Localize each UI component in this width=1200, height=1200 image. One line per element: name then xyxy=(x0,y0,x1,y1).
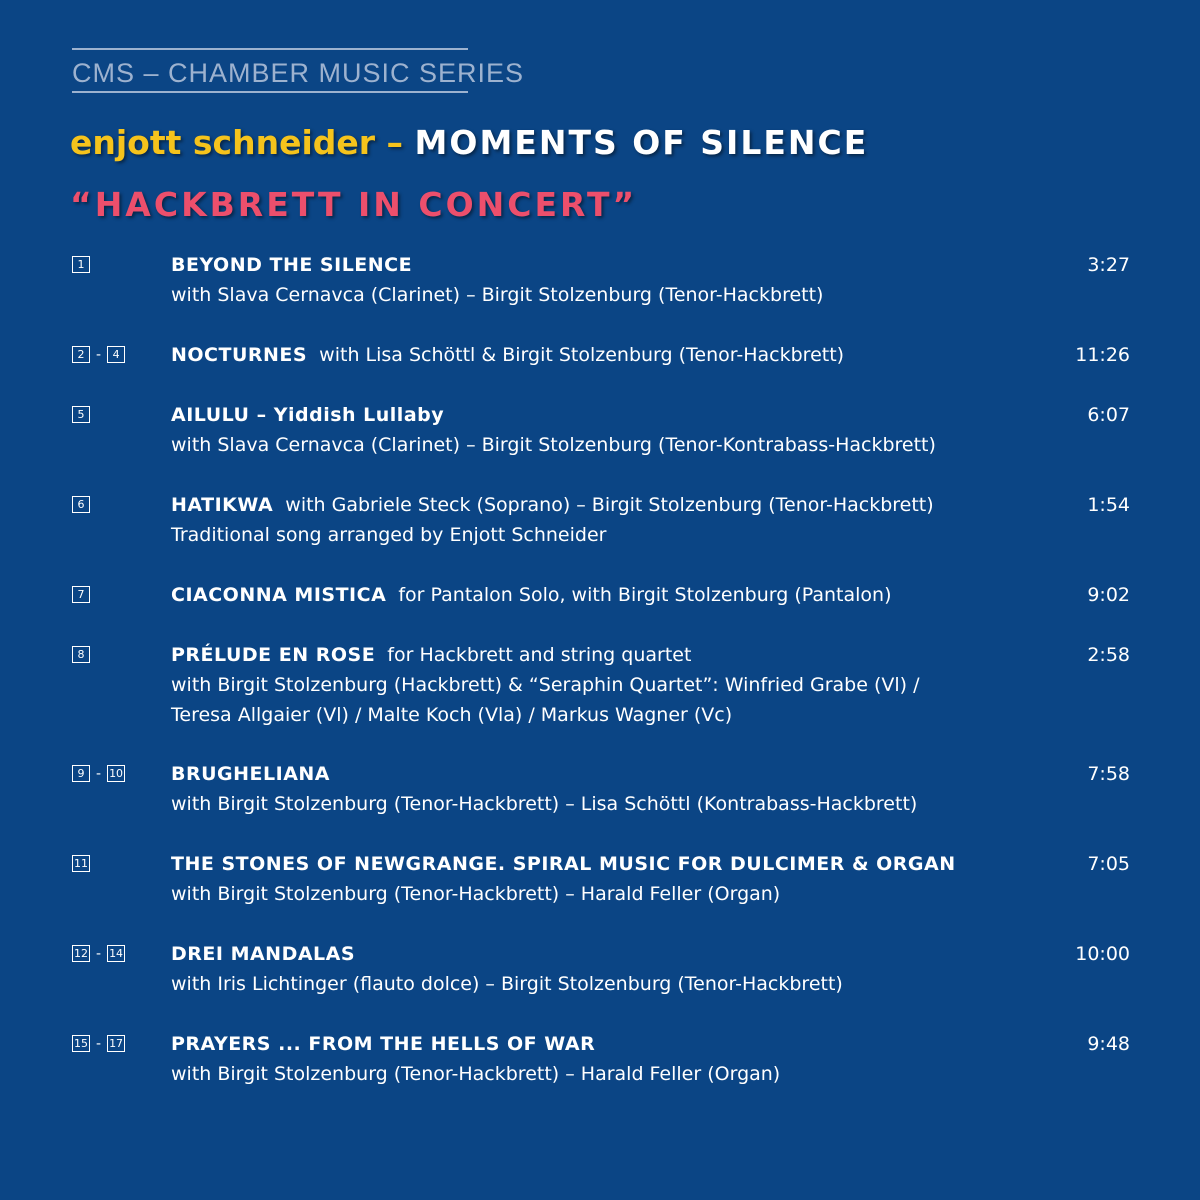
track-duration: 10:00 xyxy=(1075,943,1130,965)
track-title: BEYOND THE SILENCE xyxy=(171,254,413,276)
track-duration: 7:58 xyxy=(1087,763,1130,785)
track-duration: 1:54 xyxy=(1087,494,1130,516)
track-duration: 6:07 xyxy=(1087,404,1130,426)
track-credit-line: with Slava Cernavca (Clarinet) – Birgit Stolzenburg (Tenor-Hackbrett) xyxy=(171,284,824,306)
album-title xyxy=(70,118,868,168)
track-title-line xyxy=(171,490,1051,520)
track-credit-line: with Birgit Stolzenburg (Hackbrett) & “Seraphin Quartet”: Winfried Grabe (Vl) / xyxy=(171,674,920,696)
track-number-box: 5 xyxy=(72,406,90,423)
track-range-dash: - xyxy=(96,945,102,962)
track-number-box: 10 xyxy=(109,767,124,780)
track-number xyxy=(72,586,90,603)
track-info xyxy=(171,849,1051,909)
track-duration: 2:58 xyxy=(1087,644,1130,666)
track-number xyxy=(72,646,90,663)
track-number-box: 11 xyxy=(74,857,88,870)
track-inline-credit: for Hackbrett and string quartet xyxy=(375,644,692,666)
track-inline-credit: with Gabriele Steck (Soprano) – Birgit Stolzenburg (Tenor-Hackbrett) xyxy=(273,494,934,516)
track-range-dash: - xyxy=(96,346,102,363)
track-row xyxy=(0,340,1200,400)
track-row xyxy=(0,640,1200,759)
track-info xyxy=(171,490,1051,550)
track-title-line xyxy=(171,340,1051,370)
composer-name: enjott schneider – xyxy=(70,123,404,162)
track-range-dash: - xyxy=(96,1035,102,1052)
series-label: CMS – CHAMBER MUSIC SERIES xyxy=(72,48,468,93)
track-inline-credit: for Pantalon Solo, with Birgit Stolzenburg (Pantalon) xyxy=(386,584,892,606)
track-number-box: 4 xyxy=(107,346,125,363)
track-title: AILULU – Yiddish Lullaby xyxy=(171,404,445,426)
track-list xyxy=(0,250,1200,1119)
track-duration: 7:05 xyxy=(1087,853,1130,875)
track-credit-line: with Birgit Stolzenburg (Tenor-Hackbrett) – Lisa Schöttl (Kontrabass-Hackbrett) xyxy=(171,793,918,815)
album-subtitle: “HACKBRETT IN CONCERT” xyxy=(70,185,638,224)
track-inline-credit: with Lisa Schöttl & Birgit Stolzenburg (Tenor-Hackbrett) xyxy=(307,344,845,366)
track-row xyxy=(0,400,1200,490)
track-number-box: 7 xyxy=(72,586,90,603)
track-duration: 3:27 xyxy=(1087,254,1130,276)
track-range-dash: - xyxy=(96,765,102,782)
track-title: DREI MANDALAS xyxy=(171,943,356,965)
track-number xyxy=(72,765,125,782)
track-title: THE STONES OF NEWGRANGE. SPIRAL MUSIC FOR DULCIMER & ORGAN xyxy=(171,853,956,875)
track-number-box: 14 xyxy=(109,947,124,960)
track-number xyxy=(72,1035,125,1052)
track-credit-line: with Iris Lichtinger (flauto dolce) – Birgit Stolzenburg (Tenor-Hackbrett) xyxy=(171,973,843,995)
track-info xyxy=(171,400,1051,460)
track-row xyxy=(0,250,1200,340)
track-number xyxy=(72,346,125,363)
track-number-box: 9 xyxy=(72,765,90,782)
track-row xyxy=(0,939,1200,1029)
track-title: PRAYERS ... FROM THE HELLS OF WAR xyxy=(171,1033,596,1055)
track-number xyxy=(72,256,90,273)
track-info xyxy=(171,340,1051,370)
track-row xyxy=(0,759,1200,849)
track-title-line xyxy=(171,939,1051,969)
track-number xyxy=(72,855,90,872)
track-title-line xyxy=(171,640,1051,670)
track-info xyxy=(171,580,1051,610)
track-number-box: 2 xyxy=(72,346,90,363)
track-number xyxy=(72,496,90,513)
track-title: BRUGHELIANA xyxy=(171,763,331,785)
track-credit-line: with Birgit Stolzenburg (Tenor-Hackbrett) – Harald Feller (Organ) xyxy=(171,883,781,905)
track-info xyxy=(171,1029,1051,1089)
track-row xyxy=(0,849,1200,939)
track-number-box: 6 xyxy=(72,496,90,513)
track-title: PRÉLUDE EN ROSE xyxy=(171,644,376,666)
track-title-line xyxy=(171,250,1051,280)
track-number-box: 15 xyxy=(74,1037,88,1050)
track-number-box: 17 xyxy=(109,1037,124,1050)
track-info xyxy=(171,250,1051,310)
track-title-line xyxy=(171,1029,1051,1059)
track-row xyxy=(0,580,1200,640)
track-number-box: 12 xyxy=(74,947,88,960)
track-info xyxy=(171,759,1051,819)
track-number xyxy=(72,945,125,962)
track-credit-line: Traditional song arranged by Enjott Schneider xyxy=(171,524,607,546)
track-credit-line: with Slava Cernavca (Clarinet) – Birgit Stolzenburg (Tenor-Kontrabass-Hackbrett) xyxy=(171,434,936,456)
track-info xyxy=(171,939,1051,999)
track-credit-line: with Birgit Stolzenburg (Tenor-Hackbrett) – Harald Feller (Organ) xyxy=(171,1063,781,1085)
track-title-line xyxy=(171,849,1051,879)
track-duration: 9:48 xyxy=(1087,1033,1130,1055)
track-number-box: 1 xyxy=(72,256,90,273)
track-number xyxy=(72,406,90,423)
track-row xyxy=(0,490,1200,580)
track-title: CIACONNA MISTICA xyxy=(171,584,387,606)
track-title: HATIKWA xyxy=(171,494,274,516)
track-duration: 9:02 xyxy=(1087,584,1130,606)
track-title-line xyxy=(171,580,1051,610)
track-number-box: 8 xyxy=(72,646,90,663)
track-title-line xyxy=(171,400,1051,430)
track-title: NOCTURNES xyxy=(171,344,308,366)
album-name: MOMENTS OF SILENCE xyxy=(414,123,869,162)
track-title-line xyxy=(171,759,1051,789)
track-credit-line: Teresa Allgaier (Vl) / Malte Koch (Vla) / Markus Wagner (Vc) xyxy=(171,704,733,726)
track-row xyxy=(0,1029,1200,1119)
track-duration: 11:26 xyxy=(1075,344,1130,366)
track-info xyxy=(171,640,1051,730)
